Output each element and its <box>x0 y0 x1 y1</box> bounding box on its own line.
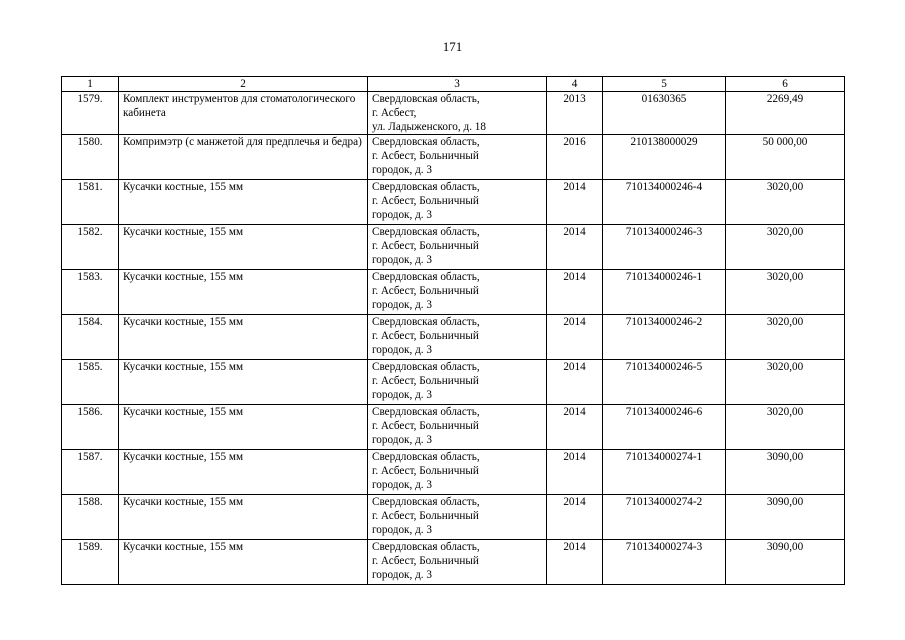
row-number-cell: 1587. <box>62 450 119 495</box>
address-line: г. Асбест, Больничный <box>372 195 479 207</box>
address-cell <box>368 225 547 270</box>
inventory-number-cell: 210138000029 <box>603 135 726 180</box>
year-cell: 2014 <box>547 540 603 585</box>
cost-cell: 3090,00 <box>726 495 845 540</box>
address-line: Свердловская область, <box>372 406 480 418</box>
year-cell: 2014 <box>547 405 603 450</box>
address-line: г. Асбест, <box>372 107 417 119</box>
address-line: г. Асбест, Больничный <box>372 375 479 387</box>
inventory-number-cell: 710134000246-2 <box>603 315 726 360</box>
table-row <box>62 495 845 540</box>
table-row <box>62 540 845 585</box>
address-line: Свердловская область, <box>372 181 480 193</box>
year-cell: 2014 <box>547 180 603 225</box>
item-name-cell: Комплект инструментов для стоматологического кабинета <box>119 92 368 135</box>
address-line: городок, д. 3 <box>372 389 432 401</box>
address-line: Свердловская область, <box>372 93 480 105</box>
item-name-cell: Кусачки костные, 155 мм <box>119 270 368 315</box>
address-line: городок, д. 3 <box>372 569 432 581</box>
inventory-number-cell: 710134000246-5 <box>603 360 726 405</box>
row-number-cell: 1589. <box>62 540 119 585</box>
column-header-1: 1 <box>62 77 119 92</box>
address-line: Свердловская область, <box>372 451 480 463</box>
cost-cell: 3020,00 <box>726 270 845 315</box>
year-cell: 2014 <box>547 225 603 270</box>
address-line: г. Асбест, Больничный <box>372 555 479 567</box>
inventory-number-cell: 710134000246-4 <box>603 180 726 225</box>
item-name-cell: Кусачки костные, 155 мм <box>119 450 368 495</box>
table-row <box>62 315 845 360</box>
address-cell <box>368 405 547 450</box>
row-number-cell: 1584. <box>62 315 119 360</box>
column-header-2: 2 <box>119 77 368 92</box>
column-header-5: 5 <box>603 77 726 92</box>
address-cell <box>368 270 547 315</box>
address-cell <box>368 180 547 225</box>
inventory-number-cell: 710134000246-6 <box>603 405 726 450</box>
address-line: городок, д. 3 <box>372 254 432 266</box>
address-line: г. Асбест, Больничный <box>372 420 479 432</box>
cost-cell: 3020,00 <box>726 405 845 450</box>
address-line: городок, д. 3 <box>372 479 432 491</box>
row-number-cell: 1582. <box>62 225 119 270</box>
cost-cell: 3090,00 <box>726 540 845 585</box>
year-cell: 2014 <box>547 315 603 360</box>
year-cell: 2016 <box>547 135 603 180</box>
page-number: 171 <box>442 39 463 54</box>
row-number-cell: 1579. <box>62 92 119 135</box>
table-body <box>62 92 845 585</box>
inventory-number-cell: 710134000274-3 <box>603 540 726 585</box>
item-name-cell: Кусачки костные, 155 мм <box>119 405 368 450</box>
row-number-cell: 1581. <box>62 180 119 225</box>
address-line: городок, д. 3 <box>372 524 432 536</box>
address-line: Свердловская область, <box>372 271 480 283</box>
cost-cell: 3020,00 <box>726 360 845 405</box>
cost-cell: 2269,49 <box>726 92 845 135</box>
address-line: г. Асбест, Больничный <box>372 150 479 162</box>
table-row <box>62 135 845 180</box>
address-cell <box>368 135 547 180</box>
cost-cell: 3090,00 <box>726 450 845 495</box>
row-number-cell: 1586. <box>62 405 119 450</box>
address-line: Свердловская область, <box>372 316 480 328</box>
inventory-number-cell: 710134000246-1 <box>603 270 726 315</box>
property-registry-table <box>61 76 845 585</box>
address-line: городок, д. 3 <box>372 434 432 446</box>
address-cell <box>368 540 547 585</box>
inventory-number-cell: 01630365 <box>603 92 726 135</box>
cost-cell: 3020,00 <box>726 315 845 360</box>
item-name-cell: Кусачки костные, 155 мм <box>119 360 368 405</box>
inventory-number-cell: 710134000274-2 <box>603 495 726 540</box>
address-line: Свердловская область, <box>372 496 480 508</box>
year-cell: 2014 <box>547 270 603 315</box>
address-line: Свердловская область, <box>372 541 480 553</box>
item-name-cell: Кусачки костные, 155 мм <box>119 225 368 270</box>
year-cell: 2014 <box>547 495 603 540</box>
table-row <box>62 180 845 225</box>
cost-cell: 3020,00 <box>726 225 845 270</box>
address-cell <box>368 92 547 135</box>
inventory-number-cell: 710134000246-3 <box>603 225 726 270</box>
address-line: г. Асбест, Больничный <box>372 330 479 342</box>
column-header-6: 6 <box>726 77 845 92</box>
table-header-row <box>62 77 845 92</box>
table-row <box>62 405 845 450</box>
row-number-cell: 1588. <box>62 495 119 540</box>
address-line: городок, д. 3 <box>372 299 432 311</box>
address-line: Свердловская область, <box>372 136 480 148</box>
address-cell <box>368 450 547 495</box>
address-line: г. Асбест, Больничный <box>372 240 479 252</box>
address-cell <box>368 360 547 405</box>
row-number-cell: 1583. <box>62 270 119 315</box>
table-row <box>62 225 845 270</box>
cost-cell: 3020,00 <box>726 180 845 225</box>
item-name-cell: Кусачки костные, 155 мм <box>119 495 368 540</box>
table-row <box>62 450 845 495</box>
column-header-3: 3 <box>368 77 547 92</box>
row-number-cell: 1585. <box>62 360 119 405</box>
table-row <box>62 360 845 405</box>
address-line: г. Асбест, Больничный <box>372 465 479 477</box>
item-name-cell: Компримэтр (с манжетой для предплечья и бедра) <box>119 135 368 180</box>
column-header-4: 4 <box>547 77 603 92</box>
item-name-cell: Кусачки костные, 155 мм <box>119 180 368 225</box>
inventory-number-cell: 710134000274-1 <box>603 450 726 495</box>
table-row <box>62 270 845 315</box>
address-line: ул. Ладыженского, д. 18 <box>372 121 486 133</box>
year-cell: 2013 <box>547 92 603 135</box>
item-name-cell: Кусачки костные, 155 мм <box>119 540 368 585</box>
address-cell <box>368 315 547 360</box>
item-name-cell: Кусачки костные, 155 мм <box>119 315 368 360</box>
address-line: Свердловская область, <box>372 226 480 238</box>
year-cell: 2014 <box>547 360 603 405</box>
table-row <box>62 92 845 135</box>
year-cell: 2014 <box>547 450 603 495</box>
address-line: городок, д. 3 <box>372 209 432 221</box>
address-line: городок, д. 3 <box>372 164 432 176</box>
address-line: городок, д. 3 <box>372 344 432 356</box>
address-cell <box>368 495 547 540</box>
address-line: Свердловская область, <box>372 361 480 373</box>
row-number-cell: 1580. <box>62 135 119 180</box>
address-line: г. Асбест, Больничный <box>372 510 479 522</box>
address-line: г. Асбест, Больничный <box>372 285 479 297</box>
cost-cell: 50 000,00 <box>726 135 845 180</box>
